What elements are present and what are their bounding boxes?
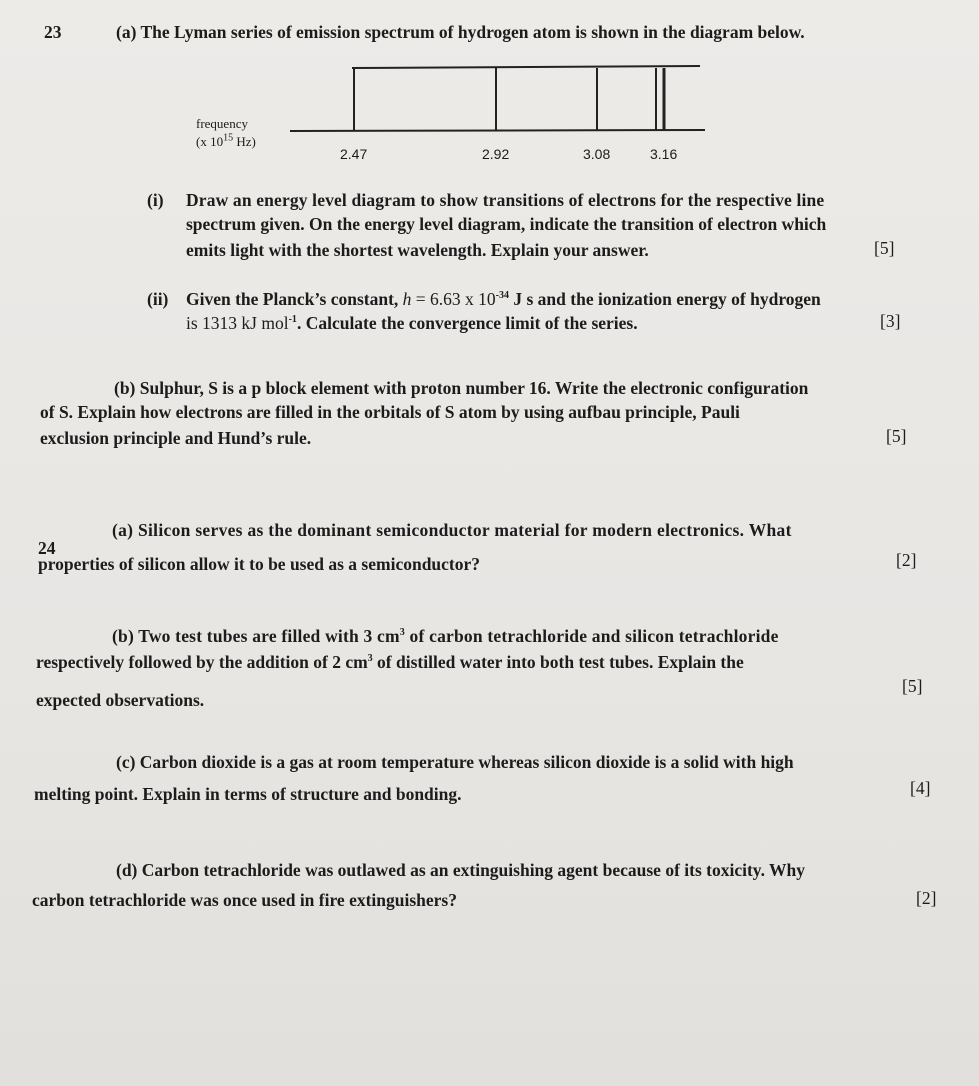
question-24-number: 24 — [38, 538, 56, 558]
q23-i-line2: spectrum given. On the energy level diagram, indicate the transition of electron which — [186, 214, 827, 234]
tick-label-1: 2.47 — [340, 146, 368, 162]
q23-ii-line2: is 1313 kJ mol$^{-1}$. Calculate the convergence limit of the series. — [186, 313, 638, 333]
q23-b-line1: (b) Sulphur, S is a p block element with proton number 16. Write the electronic configuration — [114, 378, 809, 398]
q23-i-line3: emits light with the shortest wavelength. Explain your answer. — [186, 240, 649, 260]
q24-c-line2: melting point. Explain in terms of structure and bonding. — [34, 784, 462, 804]
spectrum-lines-svg — [0, 0, 979, 200]
question-23a-text: (a) The Lyman series of emission spectrum of hydrogen atom is shown in the diagram below. — [116, 22, 805, 42]
q23-b-marks: [5] — [886, 426, 907, 446]
q24-a-line1: (a) Silicon serves as the dominant semiconductor material for modern electronics. What — [112, 520, 792, 540]
question-23-number: 23 — [44, 22, 62, 42]
spectrum-top-border — [352, 66, 700, 68]
q23-i-line1: Draw an energy level diagram to show transitions of electrons for the respective line — [186, 190, 825, 210]
frequency-axis-label: frequency — [196, 116, 248, 131]
q23-ii-label: (ii) — [147, 289, 169, 309]
q23-b-line2: of S. Explain how electrons are filled in the orbitals of S atom by using aufbau principle, Pauli — [40, 402, 740, 422]
q24-b-marks: [5] — [902, 676, 923, 696]
q23-i-label: (i) — [147, 190, 164, 210]
q23-ii-line1: Given the Planck’s constant, h = 6.63 x $10^{-34}$ J s and the ionization energy of hydrogen — [186, 289, 821, 309]
q24-c-line1: (c) Carbon dioxide is a gas at room temperature whereas silicon dioxide is a solid with high — [116, 752, 794, 772]
q24-d-marks: [2] — [916, 888, 937, 908]
tick-label-3: 3.08 — [583, 146, 611, 162]
frequency-unit-label: (x $10^{15}$ Hz) — [196, 132, 256, 149]
q24-a-line2: properties of silicon allow it to be used as a semiconductor? — [38, 554, 481, 574]
q24-a-marks: [2] — [896, 550, 917, 570]
q23-b-line3: exclusion principle and Hund’s rule. — [40, 428, 312, 448]
q23-ii-marks: [3] — [880, 311, 901, 331]
q24-b-line3: expected observations. — [36, 690, 205, 710]
q24-d-line1: (d) Carbon tetrachloride was outlawed as an extinguishing agent because of its toxicity. Why — [116, 860, 805, 880]
q24-b-line1: (b) Two test tubes are filled with 3 $cm^3$ of carbon tetrachloride and silicon tetrachloride — [112, 626, 779, 646]
q24-d-line2: carbon tetrachloride was once used in fire extinguishers? — [32, 890, 457, 910]
q23-i-marks: [5] — [874, 238, 895, 258]
spectrum-baseline — [290, 130, 705, 131]
q24-b-line2: respectively followed by the addition of 2 $cm^3$ of distilled water into both test tubes. Explain the — [36, 652, 744, 672]
tick-label-2: 2.92 — [482, 146, 510, 162]
q24-c-marks: [4] — [910, 778, 931, 798]
tick-label-4: 3.16 — [650, 146, 678, 162]
